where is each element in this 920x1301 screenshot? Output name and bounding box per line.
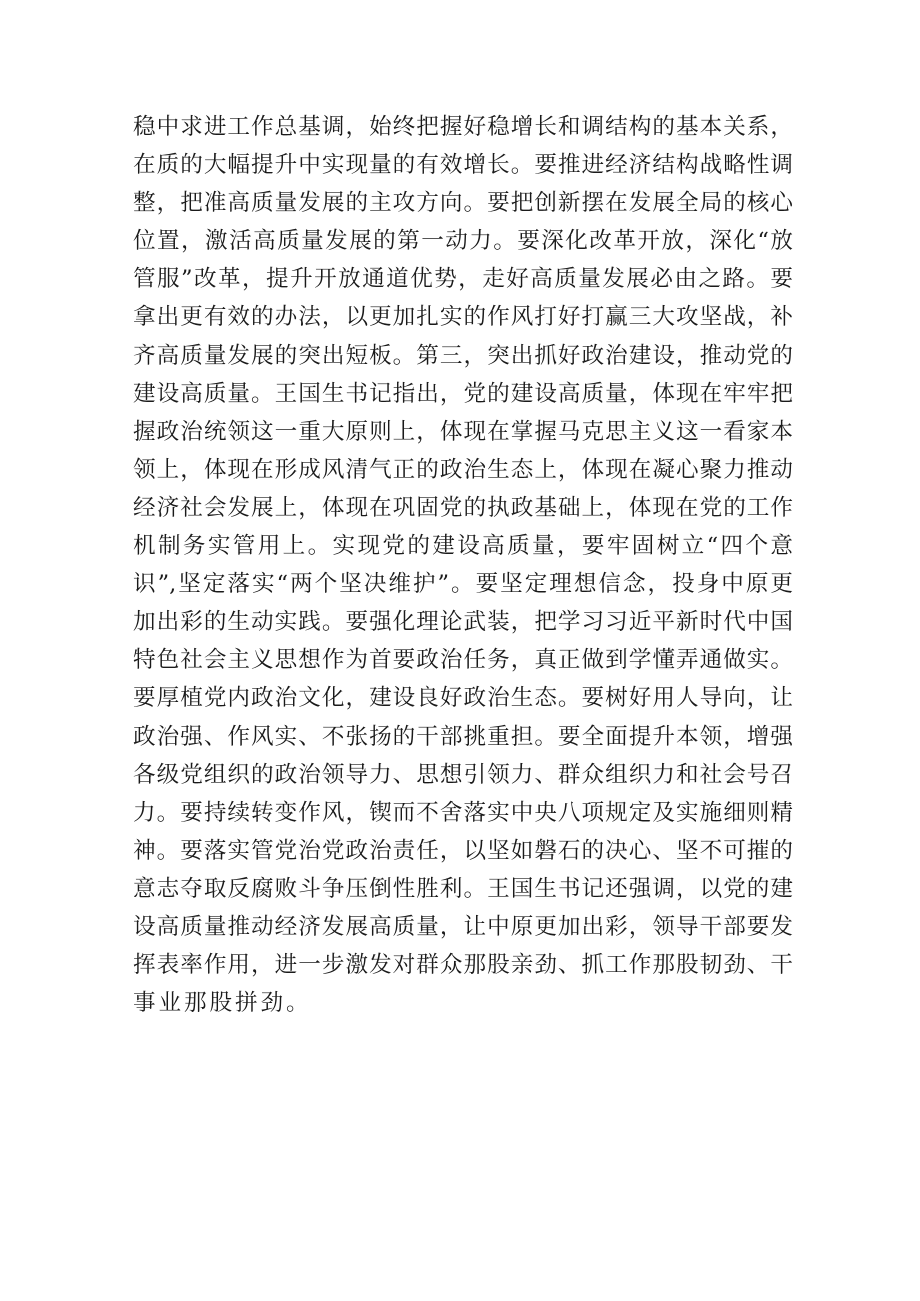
text-line-16: 要厚植党内政治文化，建设良好政治生态。要树好用人导向，让 [133, 685, 793, 712]
text-line-2: 在质的大幅提升中实现量的有效增长。要推进经济结构战略性调 [133, 152, 793, 179]
text-line-24: 事业那股拼劲。 [133, 990, 312, 1017]
text-line-7: 齐高质量发展的突出短板。第三，突出抓好政治建设，推动党的 [133, 342, 793, 369]
text-line-13: 识”,坚定落实“两个坚决维护”。要坚定理想信念，投身中原更 [133, 571, 793, 598]
text-line-5: 管服”改革，提升开放通道优势，走好高质量发展必由之路。要 [133, 266, 793, 293]
text-line-18: 各级党组织的政治领导力、思想引领力、群众组织力和社会号召 [133, 761, 793, 788]
text-line-12: 机制务实管用上。实现党的建设高质量，要牢固树立“四个意 [133, 533, 793, 560]
body-text [133, 108, 793, 1022]
text-line-1: 稳中求进工作总基调，始终把握好稳增长和调结构的基本关系， [133, 114, 793, 140]
text-line-15: 特色社会主义思想作为首要政治任务，真正做到学懂弄通做实。 [133, 647, 793, 674]
text-line-8: 建设高质量。王国生书记指出，党的建设高质量，体现在牢牢把 [133, 380, 793, 407]
text-line-23: 挥表率作用，进一步激发对群众那股亲劲、抓工作那股韧劲、干 [133, 952, 793, 979]
text-line-4: 位置，激活高质量发展的第一动力。要深化改革开放，深化“放 [133, 228, 793, 255]
text-line-9: 握政治统领这一重大原则上，体现在掌握马克思主义这一看家本 [133, 418, 793, 445]
text-line-22: 设高质量推动经济发展高质量，让中原更加出彩，领导干部要发 [133, 913, 793, 940]
text-line-10: 领上，体现在形成风清气正的政治生态上，体现在凝心聚力推动 [133, 456, 793, 483]
text-line-6: 拿出更有效的办法，以更加扎实的作风打好打赢三大攻坚战，补 [133, 304, 793, 331]
text-line-3: 整，把准高质量发展的主攻方向。要把创新摆在发展全局的核心 [133, 190, 793, 217]
text-line-20: 神。要落实管党治党政治责任，以坚如磐石的决心、坚不可摧的 [133, 837, 793, 864]
text-line-17: 政治强、作风实、不张扬的干部挑重担。要全面提升本领，增强 [133, 723, 793, 750]
text-line-21: 意志夺取反腐败斗争压倒性胜利。王国生书记还强调，以党的建 [133, 875, 793, 902]
text-line-11: 经济社会发展上，体现在巩固党的执政基础上，体现在党的工作 [133, 494, 793, 521]
text-line-14: 加出彩的生动实践。要强化理论武装，把学习习近平新时代中国 [133, 609, 793, 636]
text-line-19: 力。要持续转变作风，锲而不舍落实中央八项规定及实施细则精 [133, 799, 793, 826]
